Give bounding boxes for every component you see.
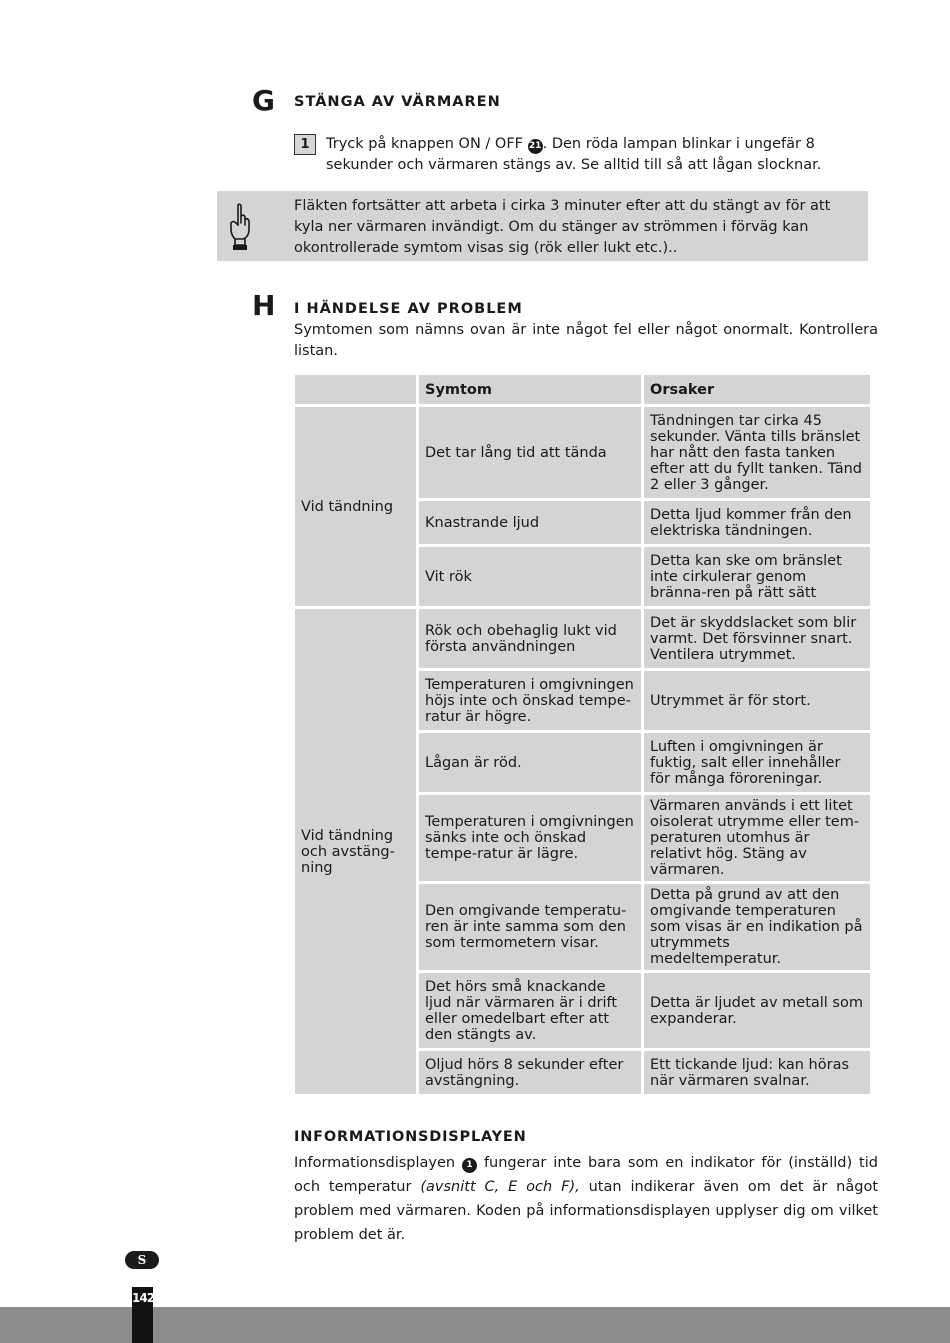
table-row	[295, 407, 870, 498]
section-title-g: STÄNGA AV VÄRMAREN	[294, 94, 501, 110]
cause-cell: Det är skyddslacket som blir varmt. Det försvinner snart. Ventilera utrymmet.	[644, 609, 870, 668]
table-header-empty	[295, 375, 416, 404]
table-header-symptom: Symtom	[419, 375, 641, 404]
symptom-cell: Den omgivande temperatu-ren är inte samma som den som termometern visar.	[419, 884, 641, 970]
ref-badge-21: 21	[528, 139, 543, 154]
symptom-cell: Knastrande ljud	[419, 501, 641, 544]
symptom-cell: Temperaturen i omgivningen sänks inte och önskad tempe-ratur är lägre.	[419, 795, 641, 881]
ref-badge-1: 1	[462, 1158, 477, 1173]
note-text: Fläkten fortsätter att arbeta i cirka 3 minuter efter att du stängt av för att kyla ner värmaren invändigt. Om du stänger av strömmen i förväg kan okontrollerade symtom visas sig (rök eller lukt etc.)..	[294, 198, 831, 256]
section-letter-g: G	[252, 84, 275, 117]
cause-cell: Utrymmet är för stort.	[644, 671, 870, 730]
section-title-h: I HÄNDELSE AV PROBLEM	[294, 301, 523, 317]
cause-cell: Detta ljud kommer från den elektriska tändningen.	[644, 501, 870, 544]
table-header-row	[295, 375, 870, 404]
step-text-before: Tryck på knappen ON / OFF	[326, 136, 528, 152]
info-text-b: fungerar inte bara som en indikator för (inställd) tid och temperatur	[294, 1155, 878, 1195]
symptom-cell: Det hörs små knackande ljud när värmaren är i drift eller omedelbart efter att den stängts av.	[419, 973, 641, 1048]
group-label: Vid tändning och avstäng-ning	[295, 609, 416, 1094]
symptom-cell: Oljud hörs 8 sekunder efter avstängning.	[419, 1051, 641, 1094]
cause-cell: Värmaren används i ett litet oisolerat utrymme eller tem-peraturen utomhus är relativt hög. Stäng av värmaren.	[644, 795, 870, 881]
section-letter-h: H	[252, 289, 276, 322]
step-text	[326, 134, 882, 176]
step-number: 1	[294, 134, 316, 155]
info-text-c: utan indikerar även om det är något problem med värmaren. Koden på informationsdisplayen upplyser dig om vilket problem det är.	[294, 1179, 879, 1243]
table-header-cause: Orsaker	[644, 375, 870, 404]
symptom-cell: Det tar lång tid att tända	[419, 407, 641, 498]
cause-cell: Detta är ljudet av metall som expanderar.	[644, 973, 870, 1048]
cause-cell: Detta kan ske om bränslet inte cirkulerar genom bränna-ren på rätt sätt	[644, 547, 870, 606]
table-row	[295, 609, 870, 668]
cause-cell: Ett tickande ljud: kan höras när värmaren svalnar.	[644, 1051, 870, 1094]
pointing-hand-icon	[227, 201, 253, 251]
cause-cell: Detta på grund av att den omgivande temperaturen som visas är en indikation på utrymmets medeltemperatur.	[644, 884, 870, 970]
info-text-a: Informationsdisplayen	[294, 1155, 463, 1171]
info-text	[294, 1151, 878, 1247]
page-number: 142	[132, 1291, 155, 1305]
info-title: INFORMATIONSDISPLAYEN	[294, 1129, 527, 1145]
note-box	[217, 191, 868, 261]
section-intro: Symtomen som nämns ovan är inte något fel eller något onormalt. Kontrollera listan.	[294, 322, 878, 359]
symptom-cell: Rök och obehaglig lukt vid första användningen	[419, 609, 641, 668]
group-label: Vid tändning	[295, 407, 416, 606]
troubleshooting-table	[292, 372, 873, 1097]
symptom-cell: Lågan är röd.	[419, 733, 641, 792]
symptom-cell: Vit rök	[419, 547, 641, 606]
symptom-cell: Temperaturen i omgivningen höjs inte och önskad tempe-ratur är högre.	[419, 671, 641, 730]
step-text-after: . Den röda lampan blinkar i ungefär 8 sekunder och värmaren stängs av. Se alltid till så att lågan slocknar.	[326, 136, 822, 173]
cause-cell: Tändningen tar cirka 45 sekunder. Vänta tills bränslet har nått den fasta tanken efter att du fyllt tanken. Tänd 2 eller 3 gånger.	[644, 407, 870, 498]
language-badge: S	[125, 1251, 159, 1269]
cause-cell: Luften i omgivningen är fuktig, salt eller innehåller för många föroreningar.	[644, 733, 870, 792]
info-text-italic: (avsnitt C, E och F),	[420, 1179, 580, 1195]
